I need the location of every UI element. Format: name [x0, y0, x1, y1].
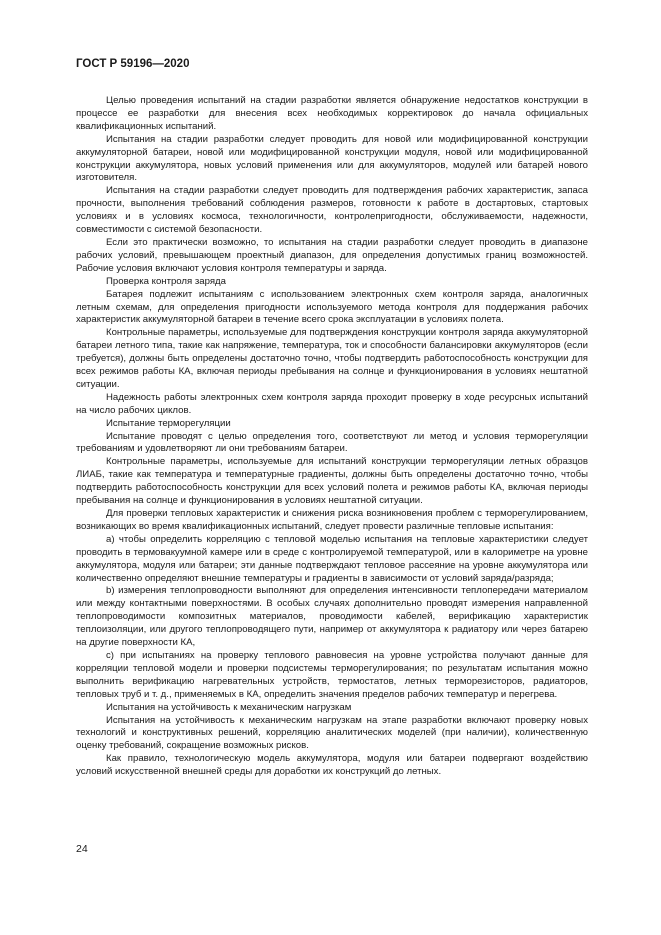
- paragraph: Контрольные параметры, используемые для подтверждения конструкции контроля заряда аккумуляторной батареи летного типа, такие как напряжение, температура, ток и способности балансировки аккумуляторов (если требуется), должны быть определены достаточно точно, чтобы подтвердить работоспособность конструкции для всех режимов работы КА, включая периоды пребывания на солнце и функционирования в условиях нештатной ситуации.: [76, 327, 588, 390]
- section-heading: Испытание терморегуляции: [106, 417, 231, 429]
- paragraph: Испытания на устойчивость к механическим нагрузкам на этапе разработки включают проверку новых технологий и конструктивных решений, корреляцию аналитических моделей (при наличии), количественную оценку требований, сокращение возможных рисков.: [76, 714, 588, 752]
- paragraph: Для проверки тепловых характеристик и снижения риска возникновения проблем с терморегулированием, возникающих во время квалификационных испытаний, следует провести различные тепловые испытания:: [76, 508, 588, 532]
- paragraph: Батарея подлежит испытаниям с использованием электронных схем контроля заряда, аналогичных летным схемам, для определения пригодности используемого метода контроля для поддержания рабочих характеристик аккумуляторной батареи в течение всего срока эксплуатации в условиях полета.: [76, 288, 588, 326]
- document-header: ГОСТ Р 59196—2020: [76, 58, 190, 70]
- paragraph: Испытания на стадии разработки следует проводить для подтверждения рабочих характеристик, запаса прочности, выполнения требований соблюдения размеров, готовности к работе в достартовых, стартовых условиях и в условиях космоса, технологичности, контролепригодности, обслуживаемости, надежности, совместимости с системой безопасности.: [76, 185, 588, 236]
- paragraph: Испытания на стадии разработки следует проводить для новой или модифицированной конструкции аккумуляторной батареи, новой или модифицированной конструкции модуля, новой или модифицированной конструкции аккумулятора, новых условий применения или для аккумуляторов, модулей или батарей нового изготовителя.: [76, 133, 588, 184]
- list-item: a) чтобы определить корреляцию с тепловой моделью испытания на тепловые характеристики следует проводить в термовакуумной камере или в среде с контролируемой температурой, или в калориметре на уровне аккумулятора, модуля или батареи; эти данные подтверждают тепловое рассеяние на уровне аккумулятора или количественно определяют внешние температуры и градиенты в зависимости от условий заряда/разряда;: [76, 533, 588, 584]
- section-heading: Испытания на устойчивость к механическим нагрузкам: [106, 701, 352, 713]
- paragraph: Контрольные параметры, используемые для испытаний конструкции терморегуляции летных образцов ЛИАБ, такие как температура и температурные градиенты, должны быть определены достаточно точно, чтобы подтвердить работоспособность конструкции для всех условий полета и режимов работы КА, включая периоды пребывания на солнце и функционирования в условиях нештатной ситуации.: [76, 456, 588, 507]
- paragraph: Если это практически возможно, то испытания на стадии разработки следует проводить в диапазоне рабочих условий, превышающем проектный диапазон, для определения допустимых границ возможностей. Рабочие условия включают условия контроля температуры и заряда.: [76, 236, 588, 274]
- paragraph: Испытание проводят с целью определения того, соответствуют ли метод и условия терморегуляции требованиям и удовлетворяют ли они требованиям батареи.: [76, 430, 588, 455]
- paragraph: Надежность работы электронных схем контроля заряда проходит проверку в ходе ресурсных испытаний на число рабочих циклов.: [76, 391, 588, 416]
- paragraph: Как правило, технологическую модель аккумулятора, модуля или батареи подвергают воздействию условий искусственной внешней среды для доработки их конструкций до летных.: [76, 753, 588, 778]
- list-item: c) при испытаниях на проверку теплового равновесия на уровне устройства получают данные для корреляции тепловой модели и проверки подсистемы терморегулирования; по результатам испытания можно выполнить верификацию нагревательных устройств, термостатов, летных терморезисторов, радиаторов, тепловых труб и т. д., применяемых в КА, определить значения пределов рабочих температур и перегрева.: [76, 649, 588, 700]
- section-heading: Проверка контроля заряда: [106, 275, 226, 287]
- document-body: [76, 95, 588, 779]
- page-number: 24: [76, 843, 88, 855]
- list-item: b) измерения теплопроводности выполняют для определения интенсивности теплопередачи материалом или между контактными поверхностями. В особых случаях дополнительно проводят измерения направленной теплопроводимости композитных материалов, проводимости кабелей, верификацию характеристик теплоизоляции, или другого теплопроводящего пути, например от аккумулятора к радиатору или через батарею на другие поверхности КА,: [76, 585, 588, 649]
- paragraph: Целью проведения испытаний на стадии разработки является обнаружение недостатков конструкции в процессе ее разработки для внесения всех необходимых корректировок до начала официальных квалификационных испытаний.: [76, 95, 588, 132]
